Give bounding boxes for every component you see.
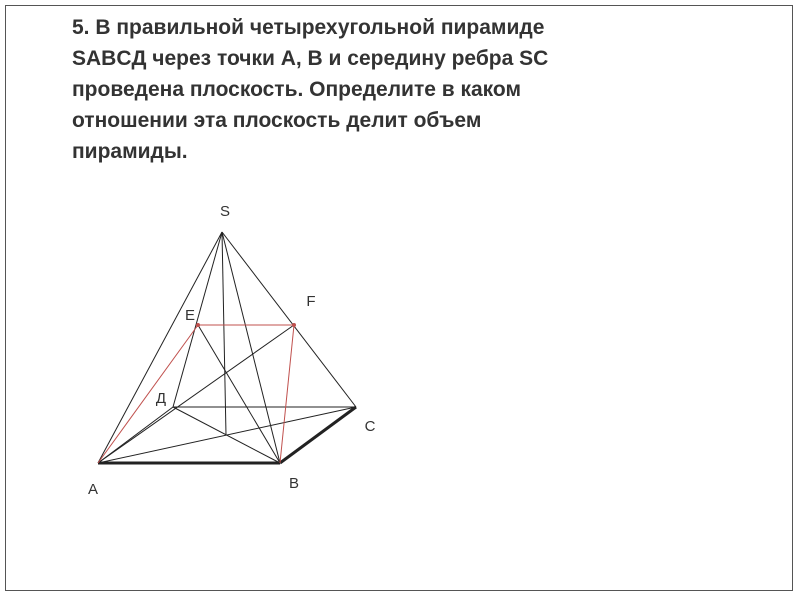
segment-FA	[98, 325, 294, 463]
problem-line-4: отношении эта плоскость делит объем	[72, 109, 482, 132]
label-D: Д	[155, 390, 167, 407]
problem-line-3: проведена плоскость. Определите в каком	[72, 78, 521, 101]
section-FB	[280, 325, 294, 463]
segment-EB	[198, 325, 280, 463]
section-AE	[98, 325, 198, 463]
point-E	[196, 323, 200, 327]
label-B: B	[288, 475, 300, 492]
problem-line-5: пирамиды.	[72, 140, 188, 163]
label-C: C	[364, 418, 376, 435]
diagonal-BD	[173, 407, 280, 463]
problem-line-2: SABCД через точки A, B и середину ребра SC	[72, 47, 549, 70]
pyramid-height	[222, 232, 226, 435]
edge-SC	[222, 232, 356, 407]
label-S: S	[219, 203, 231, 220]
edge-SA	[98, 232, 222, 463]
problem-number: 5.	[72, 16, 90, 39]
point-F	[292, 323, 296, 327]
edge-SB	[222, 232, 280, 463]
pyramid-edges	[98, 232, 356, 463]
label-F: F	[306, 293, 316, 310]
label-E: E	[184, 307, 196, 324]
problem-line-1-text: В правильной четырехугольной пирамиде	[95, 16, 545, 39]
label-A: A	[87, 481, 99, 498]
